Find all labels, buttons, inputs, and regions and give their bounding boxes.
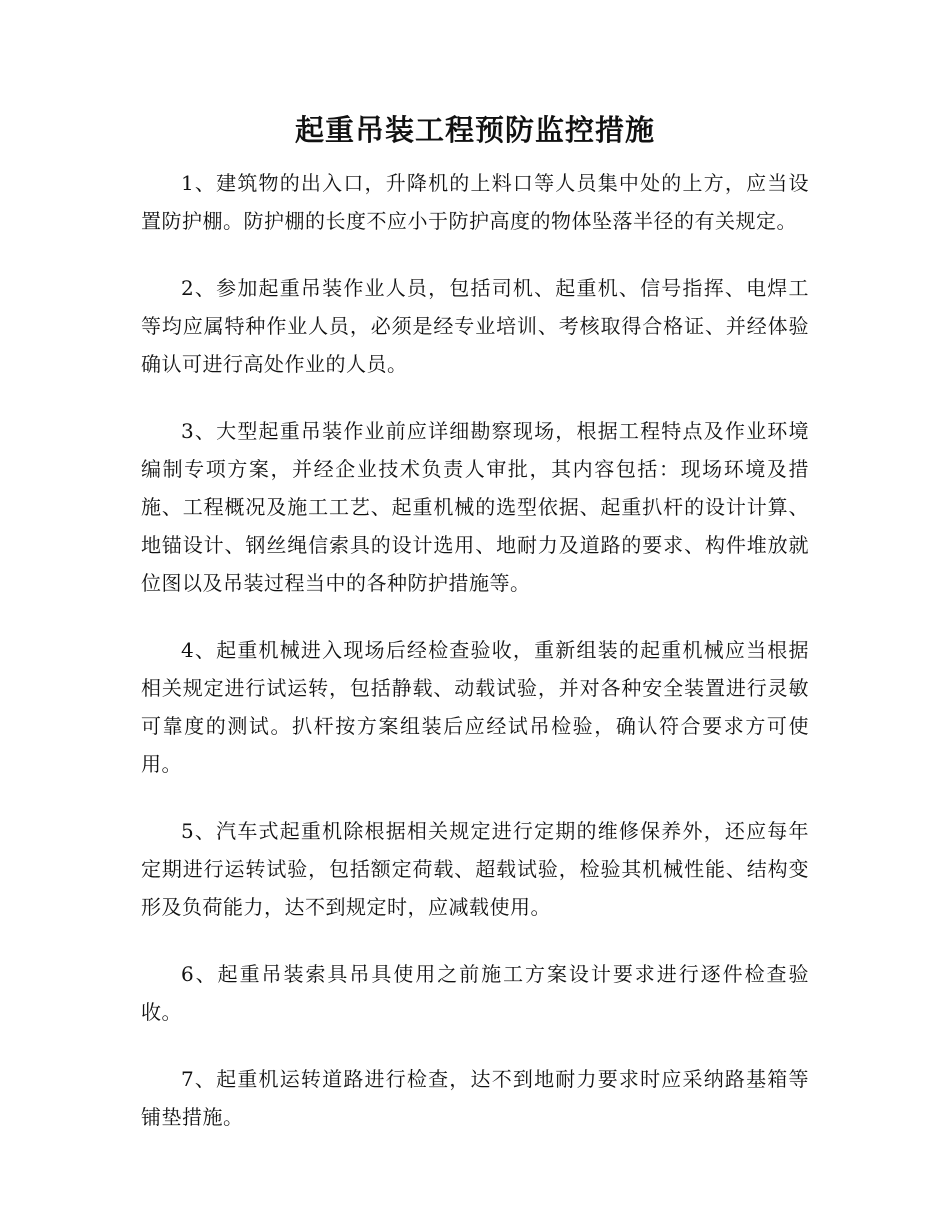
document-title: 起重吊装工程预防监控措施 bbox=[294, 113, 655, 147]
paragraph-4: 4、起重机械进入现场后经检查验收，重新组装的起重机械应当根据相关规定进行试运转，包括静载、动载试验，并对各种安全装置进行灵敏可靠度的测试。扒杆按方案组装后应经试吊检验，确认符合要求方可使用。 bbox=[141, 638, 809, 776]
paragraph-3: 3、大型起重吊装作业前应详细勘察现场，根据工程特点及作业环境编制专项方案，并经企业技术负责人审批，其内容包括：现场环境及措施、工程概况及施工工艺、起重机械的选型依据、起重扒杆的设计计算、地锚设计、钢丝绳信索具的设计选用、地耐力及道路的要求、构件堆放就位图以及吊装过程当中的各种防护措施等。 bbox=[141, 419, 809, 595]
paragraph-2: 2、参加起重吊装作业人员，包括司机、起重机、信号指挥、电焊工等均应属特种作业人员，必须是经专业培训、考核取得合格证、并经体验确认可进行高处作业的人员。 bbox=[141, 276, 809, 376]
document-body bbox=[141, 164, 809, 1165]
paragraph-1: 1、建筑物的出入口，升降机的上料口等人员集中处的上方，应当设置防护棚。防护棚的长度不应小于防护高度的物体坠落半径的有关规定。 bbox=[141, 171, 809, 233]
paragraph-5: 5、汽车式起重机除根据相关规定进行定期的维修保养外，还应每年定期进行运转试验，包括额定荷载、超载试验，检验其机械性能、结构变形及负荷能力，达不到规定时，应减载使用。 bbox=[141, 819, 809, 919]
paragraph-6: 6、起重吊装索具吊具使用之前施工方案设计要求进行逐件检查验收。 bbox=[141, 962, 809, 1024]
paragraph-7: 7、起重机运转道路进行检查，达不到地耐力要求时应采纳路基箱等铺垫措施。 bbox=[141, 1067, 809, 1129]
